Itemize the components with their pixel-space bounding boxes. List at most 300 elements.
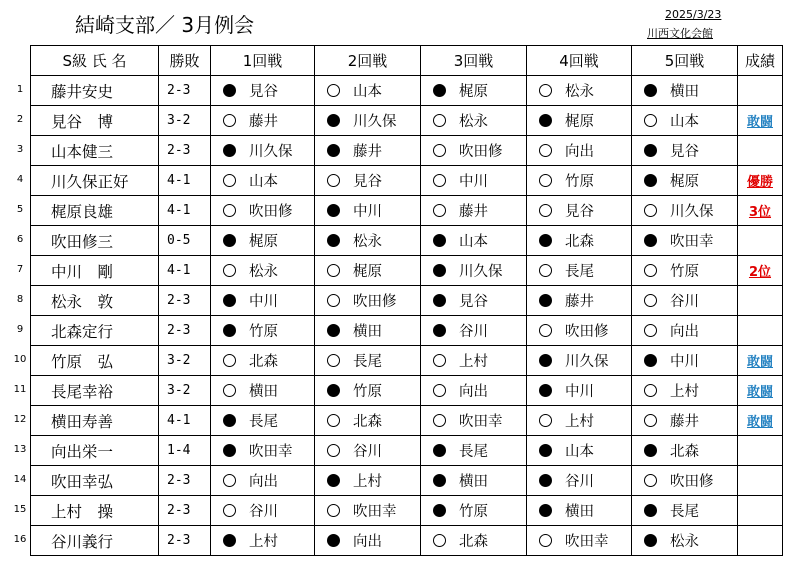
filled-circle-icon [539, 474, 552, 487]
opponent-name: 上村 [670, 384, 699, 400]
player-name: 松永 敦 [31, 286, 159, 316]
filled-circle-icon [223, 534, 236, 547]
opponent-name: 見谷 [353, 174, 382, 190]
result-cell [738, 376, 783, 406]
opponent-name: 吹田幸 [565, 534, 609, 550]
opponent-name: 松永 [670, 534, 699, 550]
round-2-cell [315, 376, 421, 406]
filled-circle-icon [327, 384, 340, 397]
round-3-cell [421, 406, 527, 436]
win-loss-record: 1-4 [159, 436, 211, 466]
table-row [31, 346, 783, 376]
round-4-cell [527, 256, 632, 286]
opponent-name: 谷川 [565, 474, 594, 490]
player-name: 竹原 弘 [31, 346, 159, 376]
win-loss-record: 4-1 [159, 256, 211, 286]
round-2-cell [315, 256, 421, 286]
table-row [31, 436, 783, 466]
opponent-name: 吹田修 [459, 144, 503, 160]
round-1-cell [211, 196, 315, 226]
award-label: 3位 [748, 205, 772, 220]
opponent-name: 竹原 [670, 264, 699, 280]
round-1-cell [211, 376, 315, 406]
round-3-cell [421, 196, 527, 226]
open-circle-icon [223, 384, 236, 397]
header-row [31, 46, 783, 76]
round-4-cell [527, 106, 632, 136]
opponent-name: 竹原 [353, 384, 382, 400]
round-5-cell [632, 76, 738, 106]
opponent-name: 向出 [459, 384, 488, 400]
header-result: 成績 [738, 46, 783, 76]
header-record: 勝敗 [159, 46, 211, 76]
round-4-cell [527, 376, 632, 406]
opponent-name: 松永 [565, 84, 594, 100]
opponent-name: 吹田幸 [670, 234, 714, 250]
award-label: 敢闘 [746, 385, 773, 400]
win-loss-record: 2-3 [159, 316, 211, 346]
round-2-cell [315, 286, 421, 316]
round-5-cell [632, 436, 738, 466]
filled-circle-icon [223, 324, 236, 337]
round-1-cell [211, 316, 315, 346]
opponent-name: 松永 [459, 114, 488, 130]
filled-circle-icon [223, 444, 236, 457]
result-cell [738, 286, 783, 316]
row-number: 3 [16, 144, 24, 155]
opponent-name: 向出 [353, 534, 382, 550]
row-number: 7 [16, 264, 24, 275]
open-circle-icon [539, 174, 552, 187]
filled-circle-icon [327, 234, 340, 247]
open-circle-icon [327, 444, 340, 457]
open-circle-icon [539, 324, 552, 337]
player-name: 谷川義行 [31, 526, 159, 556]
opponent-name: 山本 [565, 444, 594, 460]
round-1-cell [211, 496, 315, 526]
opponent-name: 上村 [353, 474, 382, 490]
opponent-name: 梶原 [249, 234, 278, 250]
filled-circle-icon [539, 234, 552, 247]
round-1-cell [211, 256, 315, 286]
opponent-name: 梶原 [670, 174, 699, 190]
opponent-name: 藤井 [459, 204, 488, 220]
filled-circle-icon [539, 354, 552, 367]
open-circle-icon [644, 474, 657, 487]
filled-circle-icon [644, 144, 657, 157]
opponent-name: 川久保 [459, 264, 503, 280]
open-circle-icon [644, 414, 657, 427]
round-2-cell [315, 436, 421, 466]
opponent-name: 長尾 [353, 354, 382, 370]
round-4-cell [527, 196, 632, 226]
round-4-cell [527, 286, 632, 316]
round-1-cell [211, 346, 315, 376]
player-name: 見谷 博 [31, 106, 159, 136]
header-name: S級 氏 名 [31, 46, 159, 76]
row-number: 9 [16, 324, 24, 335]
result-cell [738, 136, 783, 166]
round-1-cell [211, 466, 315, 496]
opponent-name: 竹原 [249, 324, 278, 340]
player-name: 川久保正好 [31, 166, 159, 196]
round-4-cell [527, 466, 632, 496]
opponent-name: 山本 [459, 234, 488, 250]
row-number: 8 [16, 294, 24, 305]
round-2-cell [315, 166, 421, 196]
opponent-name: 北森 [459, 534, 488, 550]
table-row [31, 256, 783, 286]
open-circle-icon [539, 534, 552, 547]
opponent-name: 向出 [565, 144, 594, 160]
win-loss-record: 4-1 [159, 406, 211, 436]
round-4-cell [527, 406, 632, 436]
open-circle-icon [644, 294, 657, 307]
round-5-cell [632, 226, 738, 256]
opponent-name: 長尾 [459, 444, 488, 460]
opponent-name: 吹田修 [565, 324, 609, 340]
player-name: 中川 剛 [31, 256, 159, 286]
player-name: 上村 操 [31, 496, 159, 526]
event-date: 2025/3/23 [665, 8, 722, 21]
opponent-name: 山本 [249, 174, 278, 190]
filled-circle-icon [644, 354, 657, 367]
filled-circle-icon [223, 234, 236, 247]
table-row [31, 226, 783, 256]
filled-circle-icon [327, 474, 340, 487]
header-round-3: 3回戦 [421, 46, 527, 76]
open-circle-icon [223, 204, 236, 217]
filled-circle-icon [223, 414, 236, 427]
opponent-name: 川久保 [249, 144, 293, 160]
filled-circle-icon [539, 114, 552, 127]
opponent-name: 長尾 [565, 264, 594, 280]
round-5-cell [632, 286, 738, 316]
result-cell [738, 346, 783, 376]
filled-circle-icon [539, 504, 552, 517]
event-venue: 川西文化会館 [647, 27, 713, 40]
opponent-name: 上村 [565, 414, 594, 430]
round-4-cell [527, 526, 632, 556]
round-1-cell [211, 406, 315, 436]
award-label: 優勝 [746, 175, 773, 190]
round-4-cell [527, 316, 632, 346]
opponent-name: 吹田修 [670, 474, 714, 490]
open-circle-icon [327, 414, 340, 427]
round-3-cell [421, 376, 527, 406]
open-circle-icon [644, 384, 657, 397]
table-row [31, 136, 783, 166]
player-name: 吹田修三 [31, 226, 159, 256]
open-circle-icon [433, 534, 446, 547]
round-5-cell [632, 466, 738, 496]
round-4-cell [527, 226, 632, 256]
opponent-name: 北森 [249, 354, 278, 370]
opponent-name: 藤井 [565, 294, 594, 310]
table-row [31, 166, 783, 196]
opponent-name: 見谷 [459, 294, 488, 310]
filled-circle-icon [327, 144, 340, 157]
round-2-cell [315, 316, 421, 346]
award-label: 敢闘 [746, 415, 773, 430]
filled-circle-icon [644, 504, 657, 517]
opponent-name: 吹田幸 [459, 414, 503, 430]
open-circle-icon [223, 504, 236, 517]
row-number: 14 [13, 474, 27, 485]
player-name: 梶原良雄 [31, 196, 159, 226]
result-cell [738, 196, 783, 226]
row-number-column [12, 75, 28, 555]
header-round-1: 1回戦 [211, 46, 315, 76]
round-3-cell [421, 166, 527, 196]
row-number: 13 [13, 444, 27, 455]
row-number: 16 [13, 534, 27, 545]
round-4-cell [527, 166, 632, 196]
filled-circle-icon [433, 474, 446, 487]
opponent-name: 北森 [353, 414, 382, 430]
open-circle-icon [539, 204, 552, 217]
award-label: 敢闘 [746, 355, 773, 370]
round-3-cell [421, 256, 527, 286]
opponent-name: 谷川 [249, 504, 278, 520]
round-3-cell [421, 286, 527, 316]
round-4-cell [527, 496, 632, 526]
opponent-name: 横田 [249, 384, 278, 400]
table-row [31, 406, 783, 436]
row-number: 2 [16, 114, 24, 125]
round-5-cell [632, 256, 738, 286]
result-cell [738, 436, 783, 466]
result-cell [738, 526, 783, 556]
result-cell [738, 496, 783, 526]
open-circle-icon [644, 204, 657, 217]
round-2-cell [315, 196, 421, 226]
table-row [31, 526, 783, 556]
filled-circle-icon [327, 534, 340, 547]
result-cell [738, 226, 783, 256]
open-circle-icon [223, 114, 236, 127]
round-3-cell [421, 466, 527, 496]
round-1-cell [211, 106, 315, 136]
opponent-name: 横田 [353, 324, 382, 340]
win-loss-record: 2-3 [159, 76, 211, 106]
opponent-name: 松永 [249, 264, 278, 280]
row-number: 10 [13, 354, 27, 365]
opponent-name: 山本 [353, 84, 382, 100]
result-cell [738, 166, 783, 196]
open-circle-icon [327, 354, 340, 367]
open-circle-icon [327, 174, 340, 187]
round-1-cell [211, 226, 315, 256]
round-5-cell [632, 376, 738, 406]
player-name: 向出栄一 [31, 436, 159, 466]
row-number: 12 [13, 414, 27, 425]
filled-circle-icon [433, 324, 446, 337]
opponent-name: 横田 [459, 474, 488, 490]
round-5-cell [632, 136, 738, 166]
round-5-cell [632, 316, 738, 346]
player-name: 吹田幸弘 [31, 466, 159, 496]
filled-circle-icon [327, 204, 340, 217]
filled-circle-icon [539, 294, 552, 307]
open-circle-icon [644, 114, 657, 127]
round-1-cell [211, 436, 315, 466]
filled-circle-icon [433, 234, 446, 247]
open-circle-icon [223, 354, 236, 367]
opponent-name: 中川 [565, 384, 594, 400]
open-circle-icon [433, 174, 446, 187]
open-circle-icon [644, 324, 657, 337]
table-row [31, 196, 783, 226]
win-loss-record: 4-1 [159, 166, 211, 196]
opponent-name: 竹原 [565, 174, 594, 190]
win-loss-record: 2-3 [159, 466, 211, 496]
round-5-cell [632, 406, 738, 436]
open-circle-icon [433, 144, 446, 157]
open-circle-icon [327, 294, 340, 307]
round-1-cell [211, 526, 315, 556]
round-2-cell [315, 226, 421, 256]
filled-circle-icon [644, 174, 657, 187]
round-5-cell [632, 526, 738, 556]
round-2-cell [315, 76, 421, 106]
table-row [31, 316, 783, 346]
round-4-cell [527, 346, 632, 376]
round-4-cell [527, 76, 632, 106]
header-round-2: 2回戦 [315, 46, 421, 76]
result-cell [738, 406, 783, 436]
filled-circle-icon [223, 84, 236, 97]
filled-circle-icon [539, 384, 552, 397]
row-number: 1 [16, 84, 24, 95]
win-loss-record: 2-3 [159, 286, 211, 316]
opponent-name: 梶原 [353, 264, 382, 280]
opponent-name: 谷川 [459, 324, 488, 340]
open-circle-icon [327, 504, 340, 517]
round-5-cell [632, 346, 738, 376]
opponent-name: 北森 [565, 234, 594, 250]
opponent-name: 藤井 [670, 414, 699, 430]
round-5-cell [632, 166, 738, 196]
table-row [31, 286, 783, 316]
opponent-name: 松永 [353, 234, 382, 250]
opponent-name: 谷川 [353, 444, 382, 460]
filled-circle-icon [327, 114, 340, 127]
opponent-name: 藤井 [249, 114, 278, 130]
open-circle-icon [433, 204, 446, 217]
filled-circle-icon [644, 534, 657, 547]
opponent-name: 横田 [565, 504, 594, 520]
opponent-name: 向出 [670, 324, 699, 340]
result-cell [738, 316, 783, 346]
round-2-cell [315, 496, 421, 526]
win-loss-record: 0-5 [159, 226, 211, 256]
opponent-name: 中川 [249, 294, 278, 310]
player-name: 長尾幸裕 [31, 376, 159, 406]
filled-circle-icon [433, 504, 446, 517]
round-3-cell [421, 106, 527, 136]
round-1-cell [211, 136, 315, 166]
opponent-name: 川久保 [353, 114, 397, 130]
filled-circle-icon [223, 144, 236, 157]
opponent-name: 見谷 [565, 204, 594, 220]
round-5-cell [632, 196, 738, 226]
win-loss-record: 2-3 [159, 526, 211, 556]
win-loss-record: 2-3 [159, 496, 211, 526]
table-row [31, 106, 783, 136]
player-name: 藤井安史 [31, 76, 159, 106]
round-2-cell [315, 466, 421, 496]
header-round-4: 4回戦 [527, 46, 632, 76]
filled-circle-icon [433, 264, 446, 277]
open-circle-icon [539, 264, 552, 277]
round-3-cell [421, 496, 527, 526]
row-number: 5 [16, 204, 24, 215]
round-3-cell [421, 76, 527, 106]
round-2-cell [315, 406, 421, 436]
opponent-name: 谷川 [670, 294, 699, 310]
results-table [30, 45, 783, 556]
filled-circle-icon [433, 84, 446, 97]
round-3-cell [421, 436, 527, 466]
open-circle-icon [327, 84, 340, 97]
round-4-cell [527, 136, 632, 166]
round-3-cell [421, 526, 527, 556]
open-circle-icon [223, 474, 236, 487]
row-number: 15 [13, 504, 27, 515]
round-1-cell [211, 76, 315, 106]
row-number: 4 [16, 174, 24, 185]
round-3-cell [421, 316, 527, 346]
round-3-cell [421, 226, 527, 256]
opponent-name: 吹田修 [353, 294, 397, 310]
round-2-cell [315, 346, 421, 376]
round-1-cell [211, 166, 315, 196]
open-circle-icon [433, 414, 446, 427]
filled-circle-icon [644, 84, 657, 97]
open-circle-icon [539, 414, 552, 427]
opponent-name: 見谷 [670, 144, 699, 160]
filled-circle-icon [433, 444, 446, 457]
filled-circle-icon [644, 234, 657, 247]
opponent-name: 北森 [670, 444, 699, 460]
round-5-cell [632, 496, 738, 526]
open-circle-icon [539, 144, 552, 157]
result-cell [738, 256, 783, 286]
player-name: 横田寿善 [31, 406, 159, 436]
round-2-cell [315, 106, 421, 136]
win-loss-record: 3-2 [159, 346, 211, 376]
row-number: 11 [13, 384, 27, 395]
table-row [31, 376, 783, 406]
opponent-name: 山本 [670, 114, 699, 130]
page-title: 結崎支部／ 3月例会 [75, 13, 255, 37]
round-5-cell [632, 106, 738, 136]
open-circle-icon [539, 84, 552, 97]
opponent-name: 向出 [249, 474, 278, 490]
round-3-cell [421, 136, 527, 166]
opponent-name: 長尾 [670, 504, 699, 520]
result-cell [738, 76, 783, 106]
win-loss-record: 3-2 [159, 106, 211, 136]
opponent-name: 川久保 [670, 204, 714, 220]
opponent-name: 竹原 [459, 504, 488, 520]
table-row [31, 466, 783, 496]
opponent-name: 吹田幸 [249, 444, 293, 460]
opponent-name: 吹田修 [249, 204, 293, 220]
opponent-name: 梶原 [459, 84, 488, 100]
open-circle-icon [433, 354, 446, 367]
